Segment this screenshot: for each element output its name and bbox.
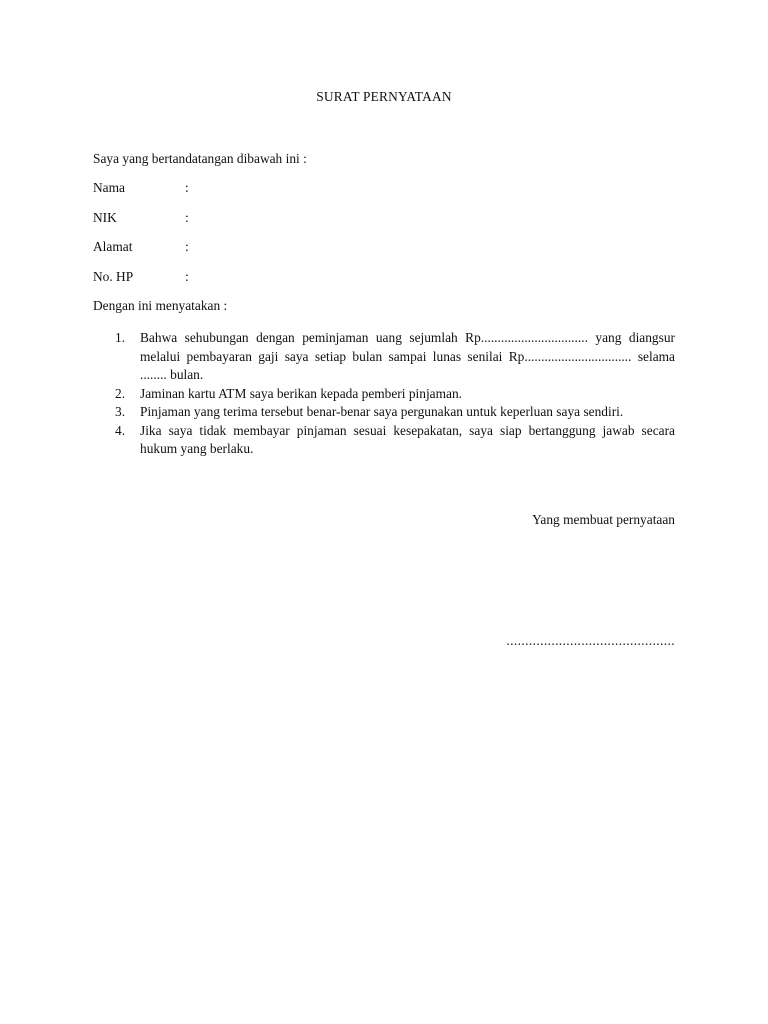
intro-text: Saya yang bertandatangan dibawah ini :: [93, 151, 307, 166]
field-nama: [93, 180, 393, 196]
statement-number: 3.: [115, 404, 126, 419]
signature-label: Yang membuat pernyataan: [532, 512, 675, 527]
field-colon-no-hp: :: [185, 269, 189, 284]
statement-number: 2.: [115, 385, 126, 401]
field-alamat: [93, 239, 393, 255]
document-title: SURAT PERNYATAAN: [316, 89, 452, 104]
field-colon-nik: :: [185, 210, 189, 225]
field-colon-alamat: :: [185, 239, 189, 254]
field-label-nik: NIK: [93, 210, 117, 225]
statement-item: [93, 385, 675, 404]
statement-number: 4.: [115, 422, 126, 438]
statement-item: [93, 329, 675, 385]
field-label-alamat: Alamat: [93, 239, 133, 254]
statement-list: [93, 329, 675, 459]
statement-text: Pinjaman yang terima tersebut benar-benar saya pergunakan untuk keperluan saya sendiri.: [140, 404, 624, 419]
declaration-intro: Dengan ini menyatakan :: [93, 298, 228, 313]
statement-number: 1.: [115, 330, 126, 345]
statement-text: Jika saya tidak membayar pinjaman sesuai kesepakatan, saya siap bertanggung jawab secara hukum yang berlaku.: [140, 422, 675, 456]
field-label-no-hp: No. HP: [93, 269, 134, 284]
statement-text: Jaminan kartu ATM saya berikan kepada pemberi pinjaman.: [140, 385, 463, 401]
field-colon-nama: :: [185, 180, 189, 195]
field-nik: [93, 210, 393, 226]
field-no-hp: [93, 269, 393, 285]
statement-item: [93, 403, 675, 422]
statement-item: [93, 422, 675, 459]
statement-text: Bahwa sehubungan dengan peminjaman uang sejumlah Rp................................ yang diangsur melalui pembayaran gaji saya setiap bulan sampai lunas senilai Rp................................ selama ........ bulan.: [140, 330, 675, 382]
signature-line: .............................................: [506, 633, 675, 648]
field-label-nama: Nama: [93, 180, 125, 195]
